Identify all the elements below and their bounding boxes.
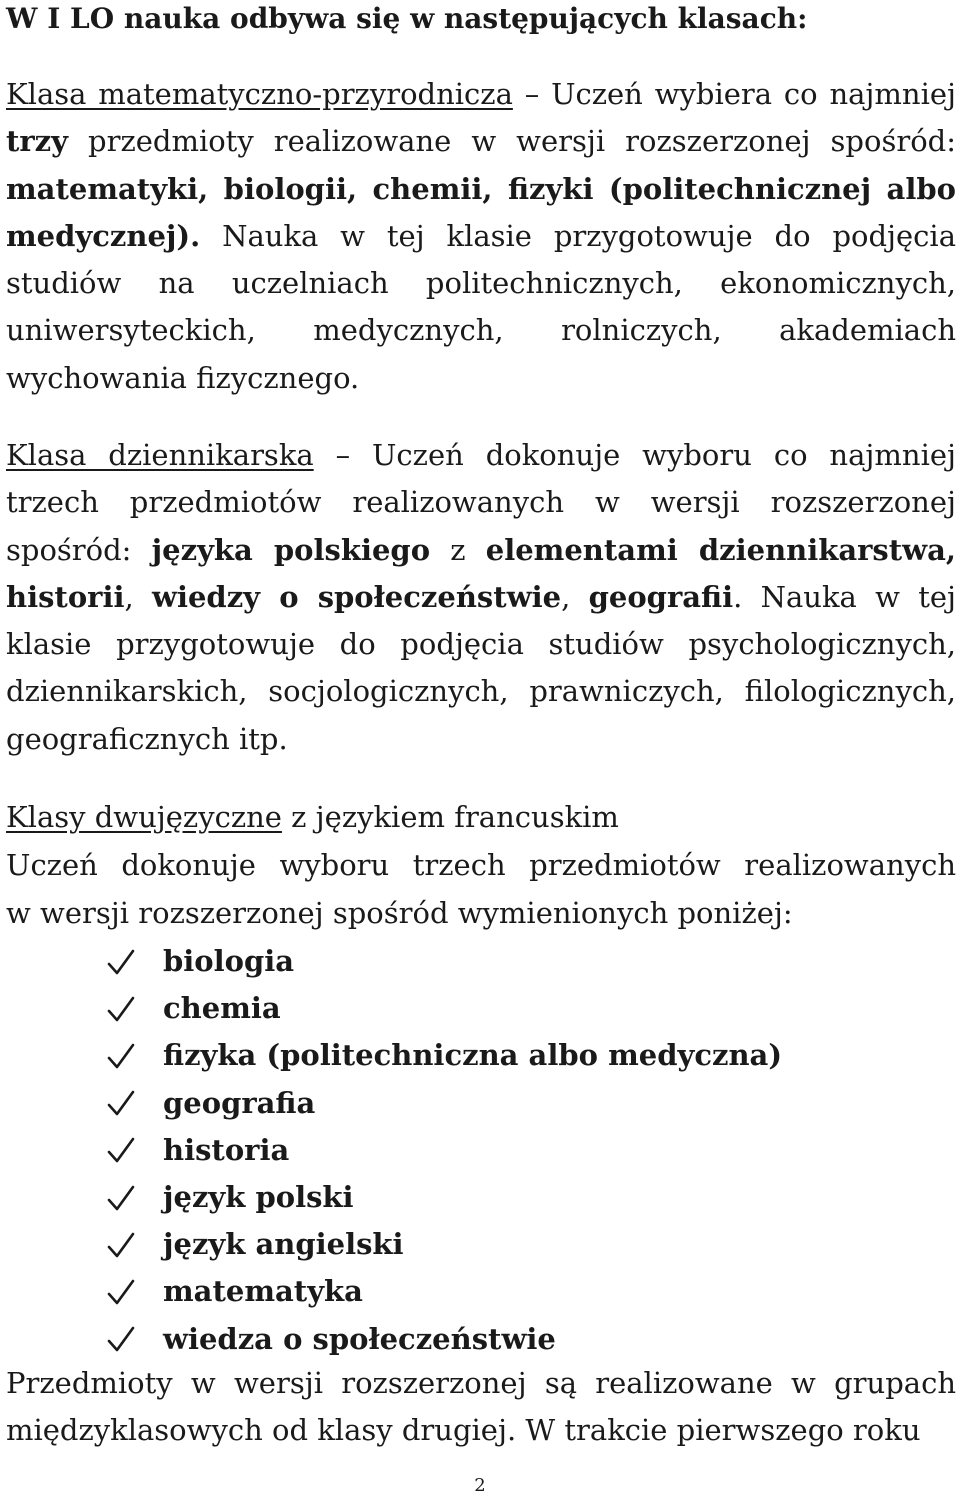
checkmark-icon xyxy=(106,1041,136,1071)
subject-label: wiedza o społeczeństwie xyxy=(163,1321,556,1356)
checkmark-icon xyxy=(106,947,136,977)
checkmark-icon xyxy=(106,1324,136,1354)
subject-item xyxy=(106,1032,782,1079)
page-number: 2 xyxy=(474,1475,486,1496)
class-name-journalism: Klasa dziennikarska xyxy=(6,438,314,472)
checkmark-icon xyxy=(106,1277,136,1307)
subject-item xyxy=(106,1316,782,1363)
subject-item xyxy=(106,1127,782,1174)
subject-item xyxy=(106,1268,782,1315)
subject-item xyxy=(106,1080,782,1127)
subject-item xyxy=(106,985,782,1032)
subject-label: historia xyxy=(163,1132,290,1167)
checkmark-icon xyxy=(106,1135,136,1165)
page-heading: W I LO nauka odbywa się w następujących klasach: xyxy=(6,2,808,35)
subject-label: chemia xyxy=(163,991,281,1026)
checkmark-icon xyxy=(106,1230,136,1260)
subject-label: fizyka (politechniczna albo medyczna) xyxy=(163,1038,783,1073)
subject-label: biologia xyxy=(163,944,295,978)
subject-item xyxy=(106,1221,782,1268)
checkmark-icon xyxy=(106,1183,136,1213)
closing-paragraph: Przedmioty w wersji rozszerzonej są realizowane w grupach międzyklasowych od klasy drugiej. W trakcie pierwszego roku xyxy=(6,1366,956,1448)
subject-item xyxy=(106,1174,782,1221)
subject-item xyxy=(106,938,782,985)
subject-label: matematyka xyxy=(163,1274,363,1309)
class-name-bilingual: Klasy dwujęzyczne xyxy=(6,800,282,834)
checkmark-icon xyxy=(106,994,136,1024)
section-bilingual-line: Uczeń dokonuje wyboru trzech przedmiotów realizowanych xyxy=(6,848,956,882)
checkmark-icon xyxy=(106,1088,136,1118)
section-journalism: Klasa dziennikarska – Uczeń dokonuje wyboru co najmniej trzech przedmiotów realizowanych w wersji rozszerzonej spośród: języka polskiego z elementami dziennikarstwa, historii, wiedzy o społeczeństwie, geografii. Nauka w tej klasie przygotowuje do podjęcia studiów psychologicznych, dziennikarskich, socjologicznych, prawniczych, filologicznych, geograficznych itp. xyxy=(6,438,957,756)
class-name-math-science: Klasa matematyczno-przyrodnicza xyxy=(6,77,513,111)
section-bilingual-line: w wersji rozszerzonej spośród wymienionych poniżej: xyxy=(6,896,793,930)
subject-label: geografia xyxy=(163,1085,316,1120)
subject-label: język angielski xyxy=(163,1227,404,1262)
section-bilingual-title: Klasy dwujęzyczne z językiem francuskim xyxy=(6,800,619,834)
subject-checklist xyxy=(106,938,782,1363)
subject-label: język polski xyxy=(163,1179,354,1214)
section-math-science: Klasa matematyczno-przyrodnicza – Uczeń wybiera co najmniej trzy przedmioty realizowane w wersji rozszerzonej spośród: matematyki, biologii, chemii, fizyki (politechnicznej albo medycznej). Nauka w tej klasie przygotowuje do podjęcia studiów na uczelniach politechnicznych, ekonomicznych, uniwersyteckich, medycznych, rolniczych, akademiach wychowania fizycznego. xyxy=(6,77,957,395)
